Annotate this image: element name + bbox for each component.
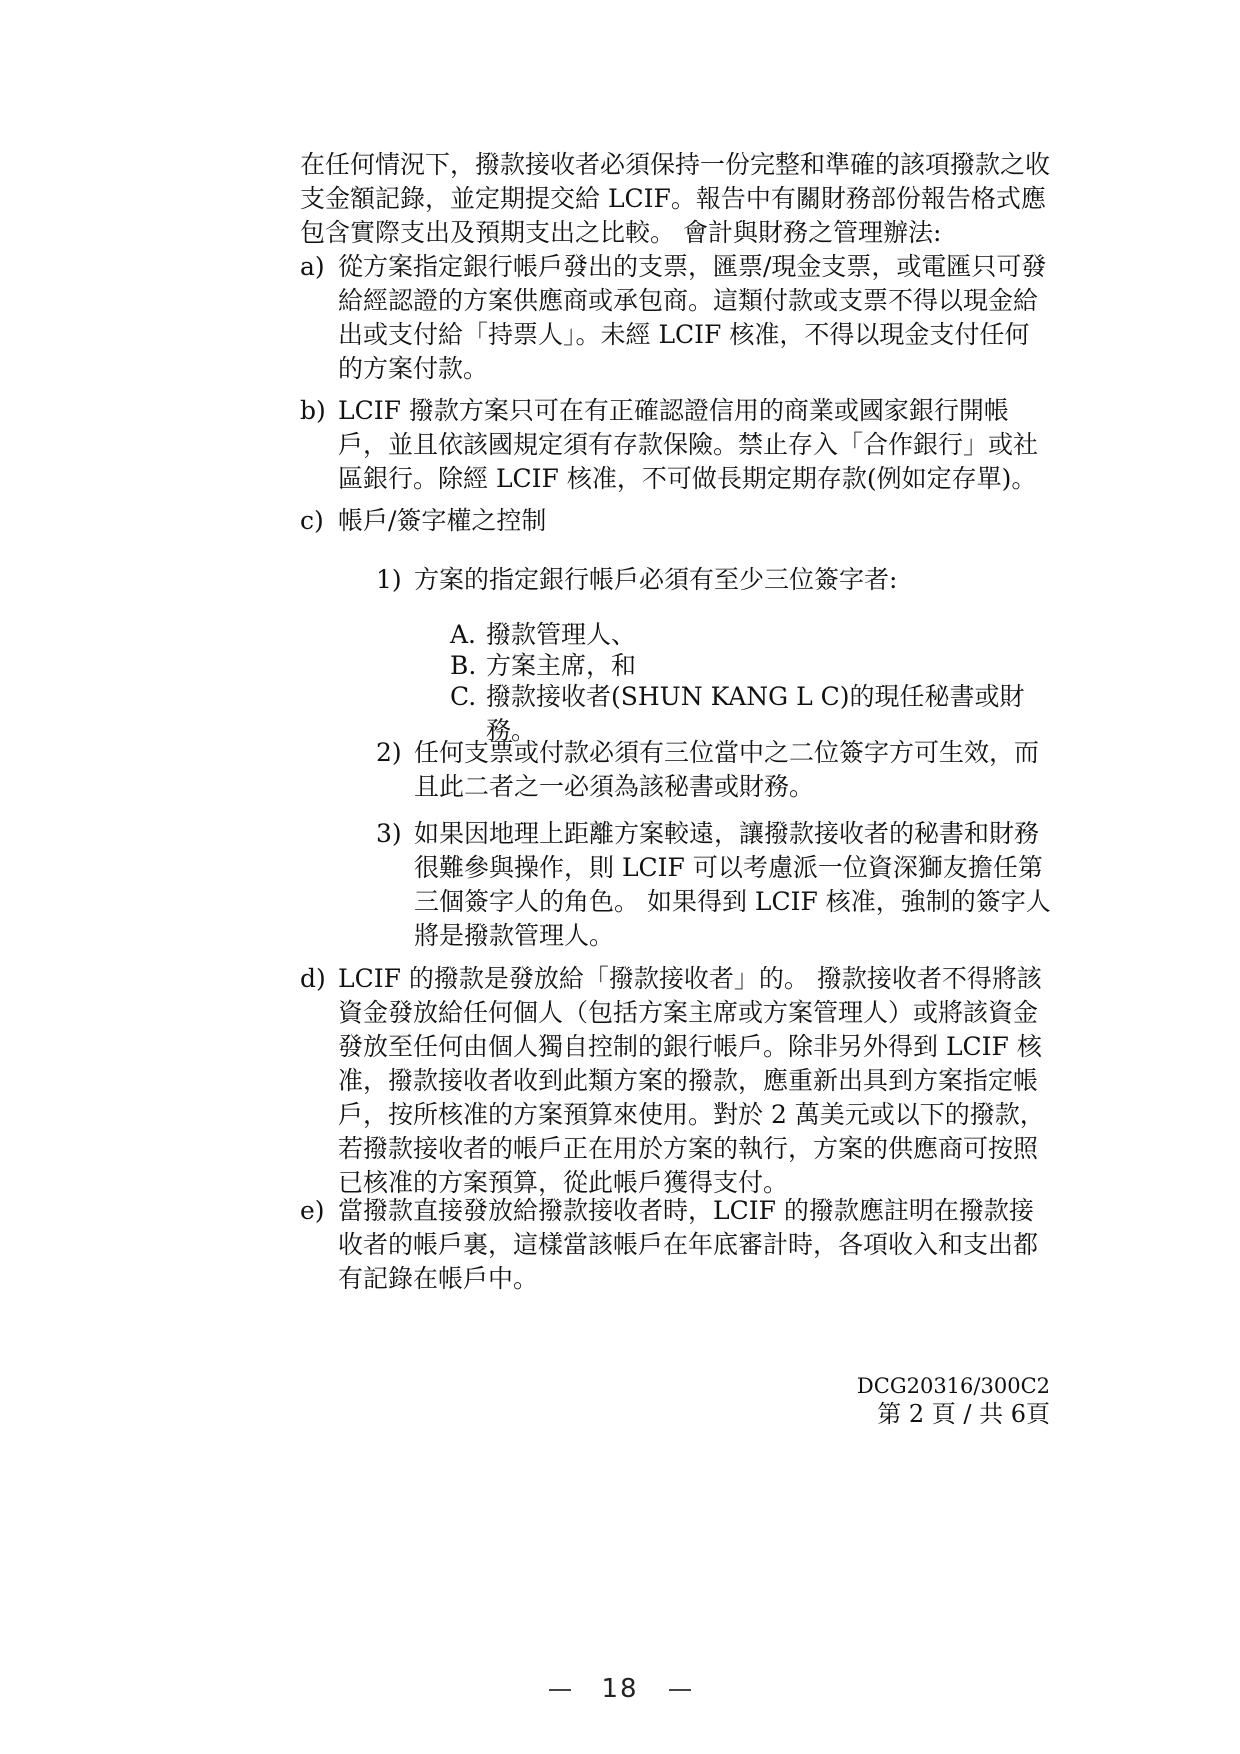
dash-left [549,1689,571,1691]
signer-text: 撥款接收者(SHUN KANG L C)的現任秘書或財務。 [486,682,1025,745]
list-item-text: LCIF 的撥款是發放給「撥款接收者」的。 撥款接收者不得將該資金發放給任何個人（包括方案主席或方案管理人）或將該資金發放至任何由個人獨自控制的銀行帳戶。除非另外得到 LCIF 核准，撥款接收者收到此類方案的撥款，應重新出具到方案指定帳戶，按所核准的方案預算來使用。對於 2 萬美元或以下的撥款，若撥款接收者的帳戶正在用於方案的執行，方案的供應商可按照已核准的方案預算，從此帳戶獲得支付。 [338,964,1045,1197]
list-marker: d) [300,964,326,993]
sub-item-3 [376,817,1052,953]
sub-item-text: 如果因地理上距離方案較遠，讓撥款接收者的秘書和財務很難參與操作，則 LCIF 可以考慮派一位資深獅友擔任第三個簽字人的角色。 如果得到 LCIF 核准，強制的簽字人將是撥款管理人。 [414,819,1051,950]
signer-text: 撥款管理人、 [486,620,637,649]
sub-marker: 1) [376,565,402,594]
page-label: 第 2 頁 / 共 6頁 [877,1400,1050,1428]
list-item-text: LCIF 撥款方案只可在有正確認證信用的商業或國家銀行開帳戶，並且依該國規定須有存款保險。禁止存入「合作銀行」或社區銀行。除經 LCIF 核准，不可做長期定期存款(例如定存單)。 [338,396,1039,493]
intro-paragraph: 在任何情況下，撥款接收者必須保持一份完整和準確的該項撥款之收支金額記錄，並定期提交給 LCIF。報告中有關財務部份報告格式應包含實際支出及預期支出之比較。 會計與財務之管理辦法: [300,150,1051,247]
list-marker: b) [300,396,326,425]
page-number-value: 18 [601,1674,639,1704]
sub-item-1 [376,563,1052,597]
list-item-e [300,1194,1052,1296]
list-item-c [300,504,1052,538]
signer-marker: B. [450,651,477,680]
list-item-b [300,394,1052,496]
list-item-text: 帳戶/簽字權之控制 [338,506,547,535]
list-marker: e) [300,1196,325,1225]
signer-a [450,618,1050,652]
doc-code: DCG20316/300C2 [856,1374,1050,1398]
list-marker: a) [300,252,325,281]
list-item-text: 當撥款直接發放給撥款接收者時，LCIF 的撥款應註明在撥款接收者的帳戶裏，這樣當該帳戶在年底審計時，各項收入和支出都有記錄在帳戶中。 [338,1196,1039,1293]
sub-marker: 2) [376,738,402,767]
sub-item-2 [376,736,1052,804]
sub-item-text: 方案的指定銀行帳戶必須有至少三位簽字者: [414,565,898,594]
dash-right [669,1689,691,1691]
list-item-a [300,250,1052,386]
signer-marker: C. [450,682,477,711]
list-marker: c) [300,506,324,535]
signer-text: 方案主席，和 [486,651,637,680]
list-item-d [300,962,1052,1200]
sub-marker: 3) [376,819,402,848]
signer-marker: A. [450,620,477,649]
signer-b [450,649,1050,683]
page-number [0,1674,1240,1704]
sub-item-text: 任何支票或付款必須有三位當中之二位簽字方可生效，而且此二者之一必須為該秘書或財務。 [414,738,1040,801]
list-item-text: 從方案指定銀行帳戶發出的支票，匯票/現金支票，或電匯只可發給經認證的方案供應商或承包商。這類付款或支票不得以現金給出或支付給「持票人」。未經 LCIF 核准，不得以現金支付任何的方案付款。 [338,252,1047,383]
